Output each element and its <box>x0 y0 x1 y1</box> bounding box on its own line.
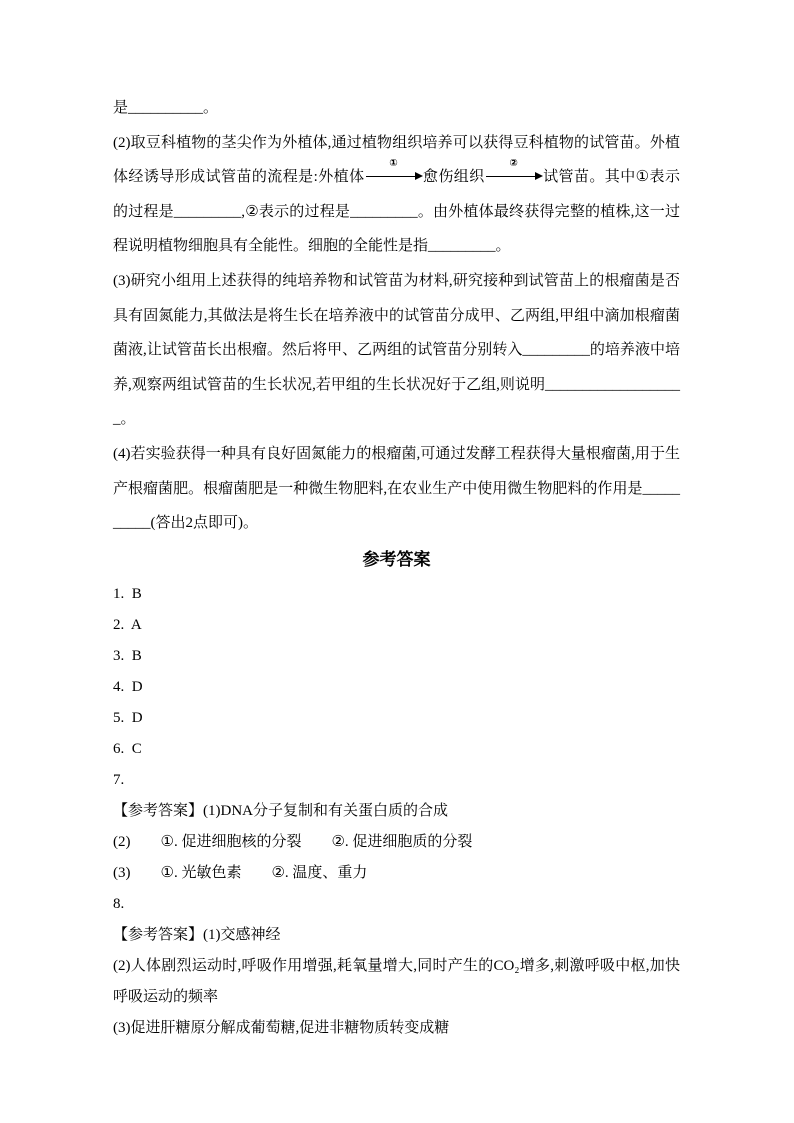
answer-8-line-3: (3)促进肝糖原分解成葡萄糖,促进非糖物质转变成糖 <box>113 1019 450 1036</box>
answer-choice-3: 3. B <box>113 647 142 664</box>
question-part4: (4)若实验获得一种具有良好固氮能力的根瘤菌,可通过发酵工程获得大量根瘤菌,用于生产根瘤菌肥。根瘤菌肥是一种微生物肥料,在农业生产中使用微生物肥料的作用是__________(答出2点即可)。 <box>113 445 680 532</box>
question-part2 <box>113 126 680 264</box>
answer-7-number: 7. <box>113 771 125 788</box>
question-continuation-blank: 是__________。 <box>113 100 219 116</box>
answers-heading: 参考答案 <box>362 549 431 569</box>
answer-8-line-1: 【参考答案】(1)交感神经 <box>113 926 281 943</box>
arrow-shaft <box>366 176 415 177</box>
flow-arrow-2-label: ② <box>509 158 518 170</box>
answer-8-line-2: (2)人体剧烈运动时,呼吸作用增强,耗氧量增大,同时产生的CO₂增多,刺激呼吸中枢,加快呼吸运动的频率 <box>113 957 680 1005</box>
answer-8-number: 8. <box>113 895 125 912</box>
answer-choice-6: 6. C <box>113 740 142 757</box>
q2-node-callus: 愈伤组织 <box>422 169 485 186</box>
answer-7-line-1: 【参考答案】(1)DNA分子复制和有关蛋白质的合成 <box>113 802 448 819</box>
answer-choice-2: 2. A <box>113 616 142 633</box>
answer-7-line-3: (3) ①. 光敏色素 ②. 温度、重力 <box>113 864 368 881</box>
answer-choice-4: 4. D <box>113 678 143 695</box>
q2-text-post: 试管苗。其中①表示的过程是_________,②表示的过程是_________。由外植体最终获得完整的植株,这一过程说明植物细胞具有全能性。细胞的全能性是指_________。 <box>113 169 680 255</box>
flow-arrow-2 <box>486 158 542 182</box>
q2-text-pre: (2)取豆科植物的茎尖作为外植体,通过植物组织培养可以获得豆科植物的试管苗。外植体经诱导形成试管苗的流程是:外植体 <box>113 134 680 186</box>
answers-section <box>113 579 680 1044</box>
flow-arrow-1 <box>366 158 422 182</box>
answer-choice-1: 1. B <box>113 585 142 602</box>
question-part3: (3)研究小组用上述获得的纯培养物和试管苗为材料,研究接种到试管苗上的根瘤菌是否具有固氮能力,其做法是将生长在培养液中的试管苗分成甲、乙两组,甲组中滴加根瘤菌菌液,让试管苗长出根瘤。然后将甲、乙两组的试管苗分别转入_________的培养液中培养,观察两组试管苗的生长状况,若甲组的生长状况好于乙组,则说明___________________。 <box>113 272 680 428</box>
answer-choice-5: 5. D <box>113 709 143 726</box>
flow-arrow-1-label: ① <box>389 158 398 170</box>
answer-7-line-2: (2) ①. 促进细胞核的分裂 ②. 促进细胞质的分裂 <box>113 833 473 850</box>
arrow-shaft <box>486 176 535 177</box>
